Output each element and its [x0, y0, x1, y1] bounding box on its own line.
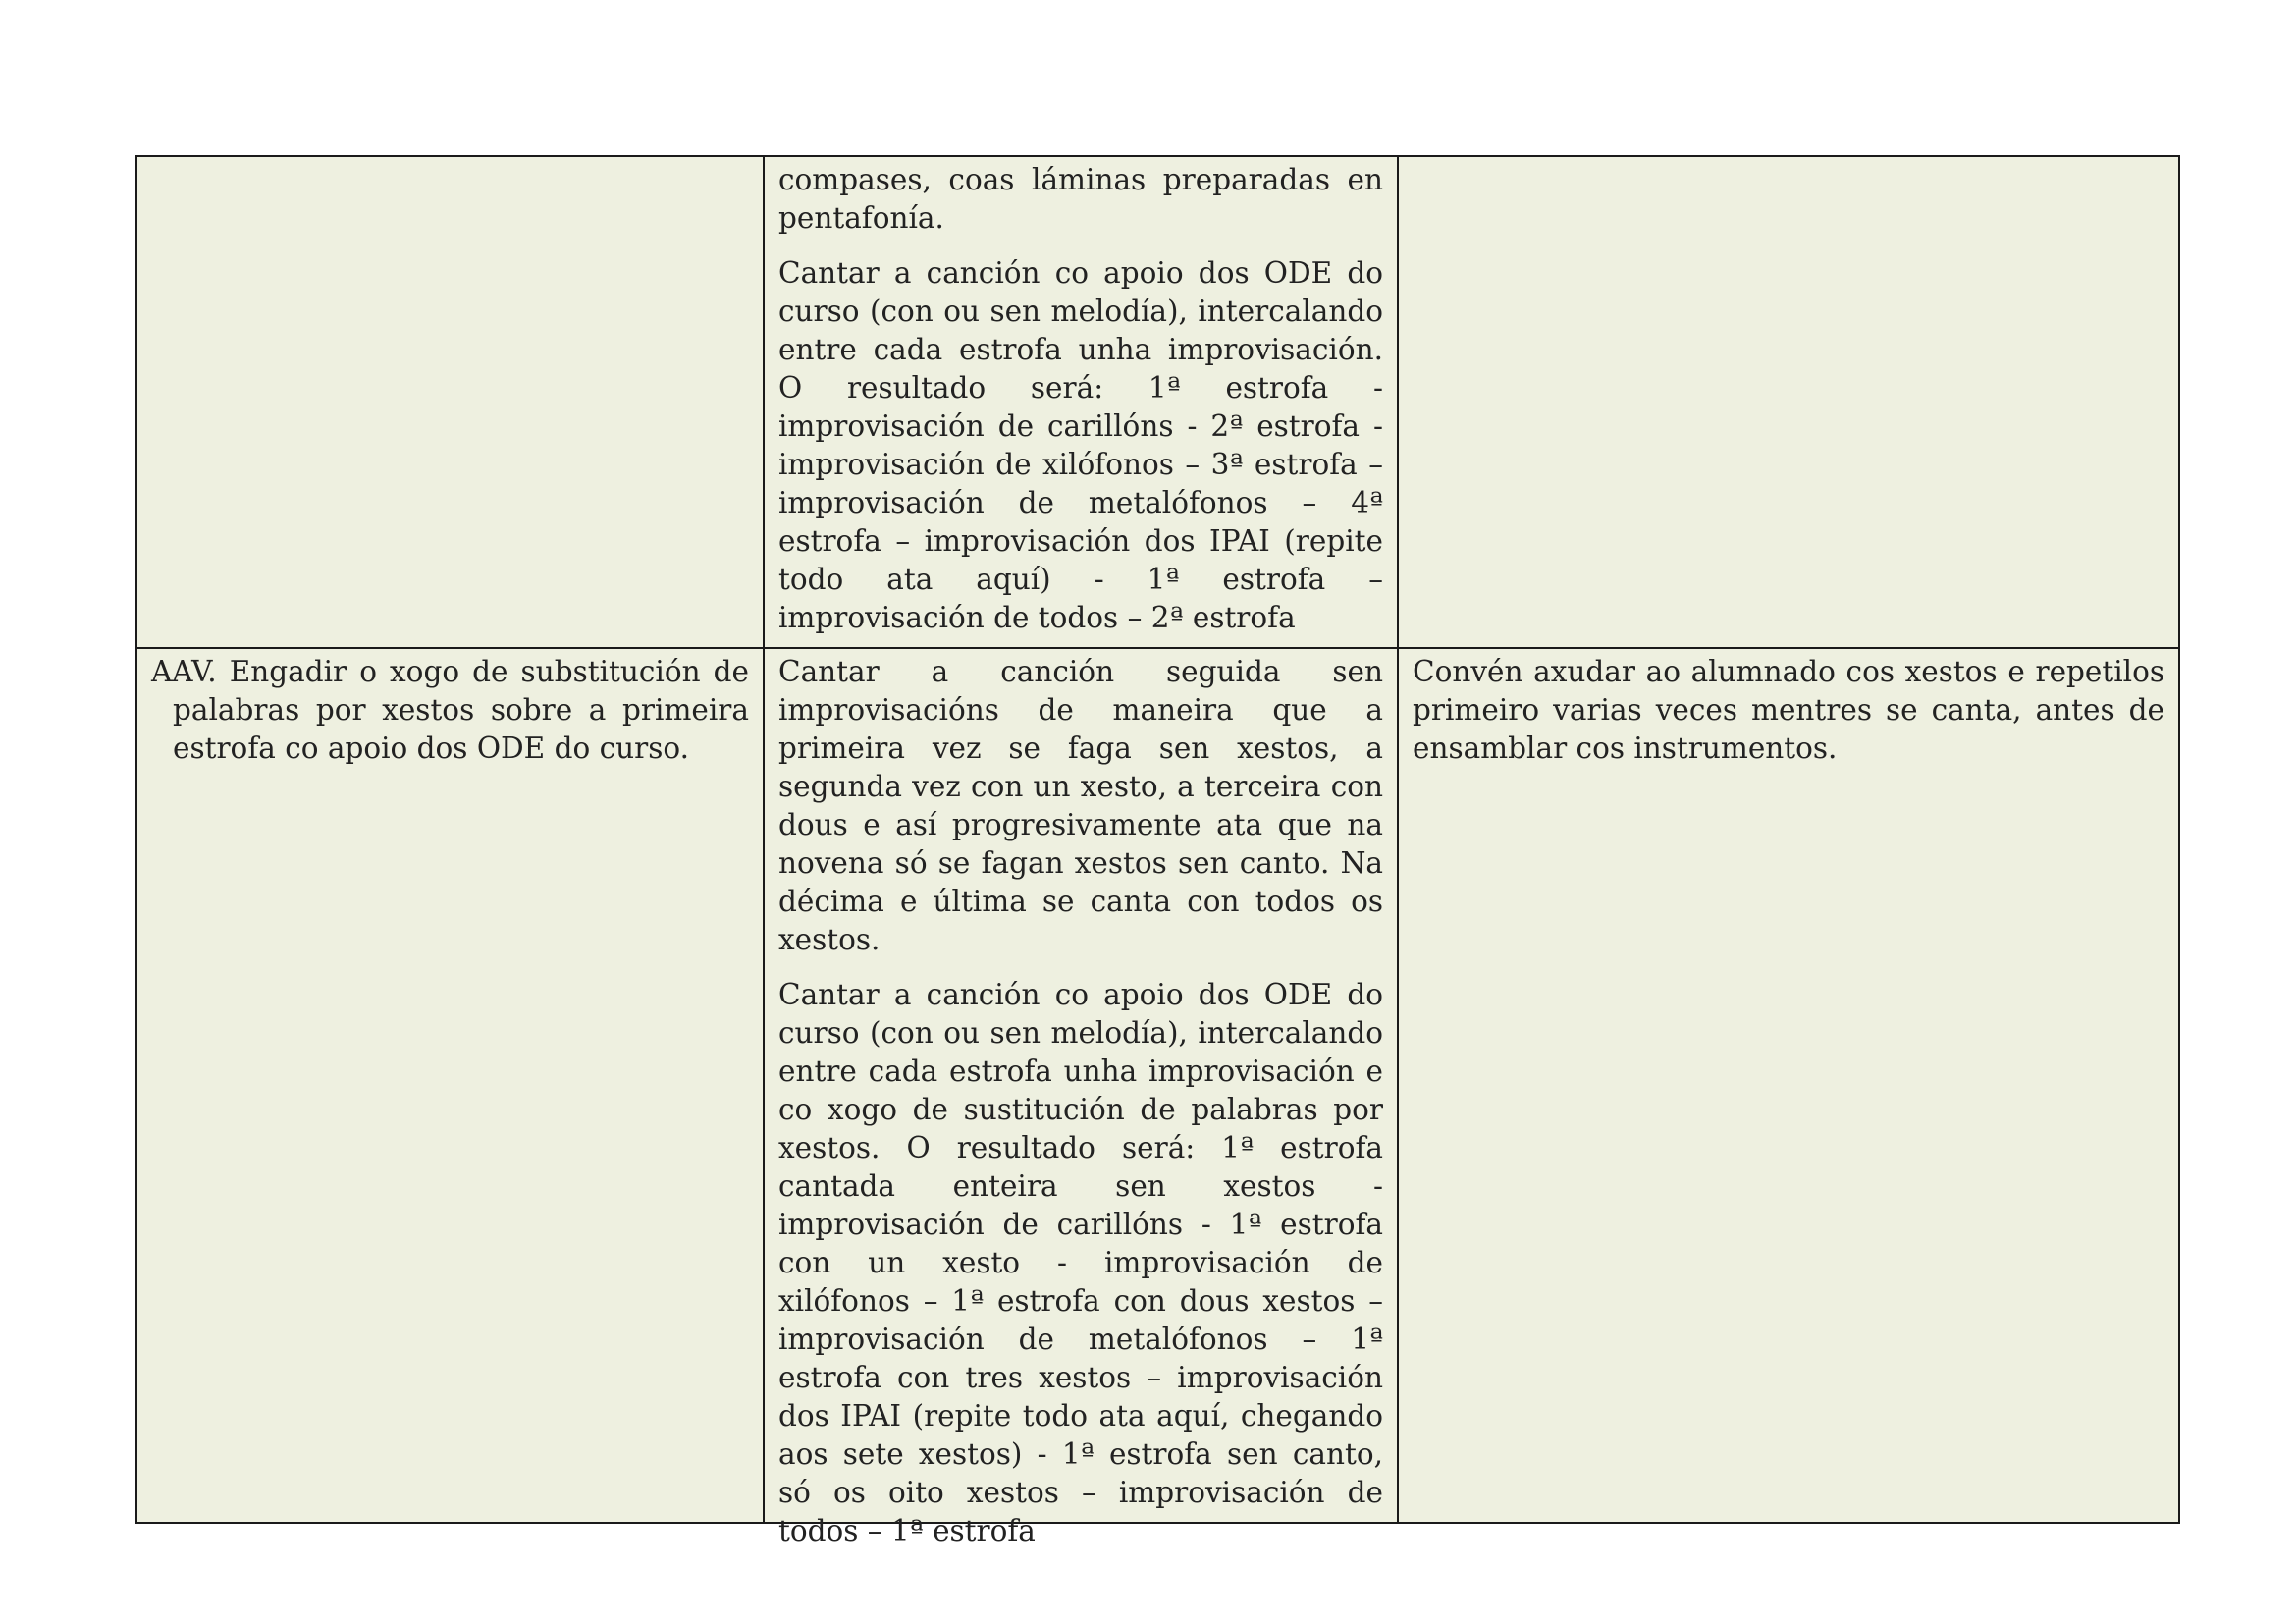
table-row: [136, 156, 2179, 648]
table-cell-activity: [136, 156, 764, 648]
activities-table: [135, 155, 2180, 1547]
table-cell-development: [764, 156, 1398, 648]
cell-paragraph: AAV. Engadir o xogo de substitución de palabras por xestos sobre a primeira estrofa co apoio dos ODE do curso.: [151, 655, 749, 765]
cell-paragraph: Cantar a canción co apoio dos ODE do curso (con ou sen melodía), intercalando entre cada estrofa unha improvisación e co xogo de sustitución de palabras por xestos. O resultado será: 1ª estrofa cantada enteira sen xestos - improvisación de carillóns - 1ª estrofa con un xesto - improvisación de xilófonos – 1ª estrofa con dous xestos – improvisación de metalófonos – 1ª estrofa con tres xestos – improvisación dos IPAI (repite todo ata aquí, chegando aos sete xestos) - 1ª estrofa sen canto, só os oito xestos – improvisación de todos – 1ª estrofa: [778, 978, 1383, 1547]
table-row: [136, 648, 2179, 1523]
table-cell-notes: [1398, 648, 2179, 1523]
cell-paragraph: compases, coas láminas preparadas en pentafonía.: [778, 163, 1383, 235]
cell-paragraph: Cantar a canción co apoio dos ODE do curso (con ou sen melodía), intercalando entre cada estrofa unha improvisación. O resultado será: 1ª estrofa - improvisación de carillóns - 2ª estrofa - improvisación de xilófonos – 3ª estrofa – improvisación de metalófonos – 4ª estrofa – improvisación dos IPAI (repite todo ata aquí) - 1ª estrofa – improvisación de todos – 2ª estrofa: [778, 256, 1383, 634]
table-cell-notes: [1398, 156, 2179, 648]
cell-paragraph: Cantar a canción seguida sen improvisacións de maneira que a primeira vez se faga sen xestos, a segunda vez con un xesto, a terceira con dous e así progresivamente ata que na novena só se fagan xestos sen canto. Na décima e última se canta con todos os xestos.: [778, 655, 1383, 956]
cell-paragraph: Convén axudar ao alumnado cos xestos e repetilos primeiro varias veces mentres se canta, antes de ensamblar cos instrumentos.: [1413, 655, 2164, 765]
table-cell-development: [764, 648, 1398, 1547]
table-cell-activity: [136, 648, 764, 1523]
